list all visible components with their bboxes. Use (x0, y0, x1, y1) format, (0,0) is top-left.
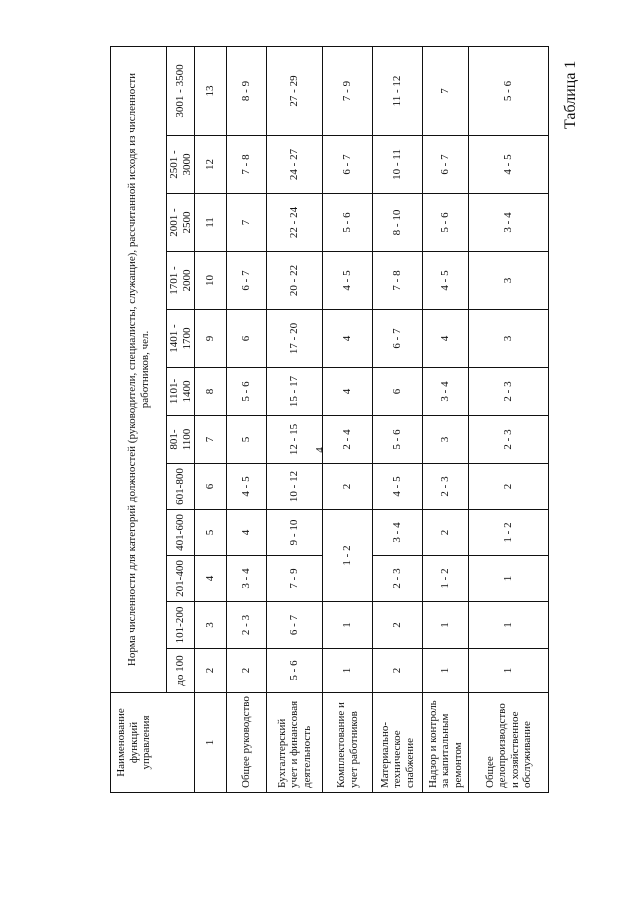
range-header: 1701 - 2000 (167, 252, 195, 310)
value-cell: 1 (323, 602, 373, 649)
value-cell: 6 - 7 (323, 136, 373, 194)
value-cell: 6 (227, 310, 267, 368)
value-cell: 5 - 6 (227, 368, 267, 416)
index-cell: 9 (195, 310, 227, 368)
range-header: 2501 - 3000 (167, 136, 195, 194)
value-cell: 2 (323, 464, 373, 510)
value-cell: 5 - 6 (267, 649, 323, 693)
index-cell: 2 (195, 649, 227, 693)
value-cell: 5 - 6 (373, 416, 423, 464)
table-row (423, 46, 469, 792)
value-cell: 2 (373, 602, 423, 649)
value-cell: 1 (469, 649, 549, 693)
value-cell: 7 (423, 46, 469, 135)
value-cell: 6 - 7 (423, 136, 469, 194)
range-header: 601-800 (167, 464, 195, 510)
value-cell: 11 - 12 (373, 46, 423, 135)
norm-header: Норма численности для категорий должностей (руководители, специалисты, служащие), рассчитанной исходя из численности работников, чел. (111, 46, 167, 692)
value-cell: 7 (227, 194, 267, 252)
range-header: 2001 - 2500 (167, 194, 195, 252)
value-cell: 12 - 15 (267, 416, 323, 464)
value-cell: 8 - 9 (227, 46, 267, 135)
value-cell: 3 - 4 (469, 194, 549, 252)
index-cell: 7 (195, 416, 227, 464)
value-cell: 8 - 10 (373, 194, 423, 252)
function-name: Общее делопроизводство и хозяйственное обслуживание (469, 693, 549, 793)
value-cell: 6 (373, 368, 423, 416)
value-cell: 1 (423, 602, 469, 649)
index-cell: 6 (195, 464, 227, 510)
value-cell: 7 - 8 (373, 252, 423, 310)
value-cell: 6 - 7 (267, 602, 323, 649)
value-cell: 5 (227, 416, 267, 464)
value-cell: 10 - 12 (267, 464, 323, 510)
value-cell: 2 (227, 649, 267, 693)
value-cell: 2 - 3 (469, 416, 549, 464)
value-cell: 5 - 6 (423, 194, 469, 252)
value-cell: 3 - 4 (227, 556, 267, 602)
range-header: 801-1100 (167, 416, 195, 464)
index-cell: 1 (195, 693, 227, 793)
function-name: Надзор и контроль за капитальным ремонтом (423, 693, 469, 793)
index-cell: 8 (195, 368, 227, 416)
value-cell: 7 - 8 (227, 136, 267, 194)
function-header: Наименование функций управления (111, 693, 195, 793)
index-cell: 10 (195, 252, 227, 310)
value-cell: 2 (373, 649, 423, 693)
value-cell: 4 (323, 368, 373, 416)
value-cell: 4 (323, 310, 373, 368)
value-cell: 2 - 3 (469, 368, 549, 416)
header-row (111, 46, 167, 792)
value-cell: 4 - 5 (469, 136, 549, 194)
index-row (195, 46, 227, 792)
table-row (323, 46, 373, 792)
value-cell: 2 - 4 (323, 416, 373, 464)
index-cell: 4 (195, 556, 227, 602)
value-cell: 2 - 3 (227, 602, 267, 649)
value-cell: 9 - 10 (267, 510, 323, 556)
norms-table (110, 46, 549, 793)
value-cell: 4 (423, 310, 469, 368)
value-cell: 2 - 3 (373, 556, 423, 602)
function-name: Материально-техническое снабжение (373, 693, 423, 793)
value-cell: 3 - 4 (423, 368, 469, 416)
value-cell: 3 - 4 (373, 510, 423, 556)
ranges-row (167, 46, 195, 792)
index-cell: 13 (195, 46, 227, 135)
value-cell: 1 (469, 602, 549, 649)
value-cell: 5 - 6 (323, 194, 373, 252)
value-cell: 2 (423, 510, 469, 556)
value-cell: 3 (469, 252, 549, 310)
value-cell: 1 - 2 (423, 556, 469, 602)
range-header: 101-200 (167, 602, 195, 649)
value-cell: 4 (227, 510, 267, 556)
value-cell: 7 - 9 (323, 46, 373, 135)
value-cell: 4 - 5 (423, 252, 469, 310)
table-caption: Таблица 1 (562, 60, 579, 129)
value-cell: 2 - 3 (423, 464, 469, 510)
value-cell: 1 (323, 649, 373, 693)
value-cell: 4 - 5 (227, 464, 267, 510)
value-cell: 1 (469, 556, 549, 602)
value-cell: 15 - 17 (267, 368, 323, 416)
value-cell: 6 - 7 (373, 310, 423, 368)
function-name: Комплектование и учет работников (323, 693, 373, 793)
value-cell: 22 - 24 (267, 194, 323, 252)
value-cell: 1 (423, 649, 469, 693)
range-header: 401-600 (167, 510, 195, 556)
range-header: 1401 - 1700 (167, 310, 195, 368)
value-cell: 3 (469, 310, 549, 368)
value-cell: 20 - 22 (267, 252, 323, 310)
function-name: Бухгалтерский учет и финансовая деятельность (267, 693, 323, 793)
range-header: 3001 - 3500 (167, 46, 195, 135)
range-header: 1101-1400 (167, 368, 195, 416)
index-cell: 12 (195, 136, 227, 194)
value-cell: 4 - 5 (373, 464, 423, 510)
table-row (373, 46, 423, 792)
index-cell: 5 (195, 510, 227, 556)
table-row (227, 46, 267, 792)
table-row (267, 46, 323, 792)
value-cell: 2 (469, 464, 549, 510)
value-cell: 1 - 2 (469, 510, 549, 556)
value-cell: 3 (423, 416, 469, 464)
value-cell-merged: 1 - 2 (323, 510, 373, 602)
value-cell: 10 - 11 (373, 136, 423, 194)
range-header: 201-400 (167, 556, 195, 602)
table-row (469, 46, 549, 792)
function-name: Общее руководство (227, 693, 267, 793)
value-cell: 17 - 20 (267, 310, 323, 368)
value-cell: 6 - 7 (227, 252, 267, 310)
range-header: до 100 (167, 649, 195, 693)
value-cell: 4 - 5 (323, 252, 373, 310)
value-cell: 27 - 29 (267, 46, 323, 135)
value-cell: 5 - 6 (469, 46, 549, 135)
index-cell: 3 (195, 602, 227, 649)
value-cell: 24 - 27 (267, 136, 323, 194)
page-number: 4 (314, 447, 326, 453)
index-cell: 11 (195, 194, 227, 252)
value-cell: 7 - 9 (267, 556, 323, 602)
